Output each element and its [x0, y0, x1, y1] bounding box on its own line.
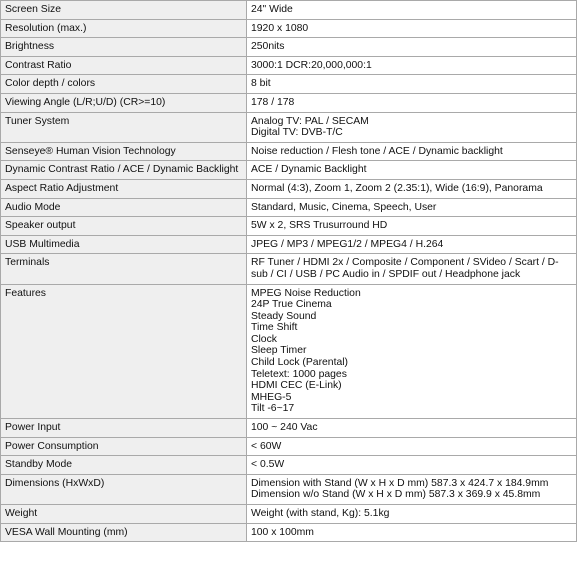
spec-value-line: Teletext: 1000 pages [251, 368, 347, 380]
spec-value-line: Child Lock (Parental) [251, 357, 349, 369]
spec-value-line: 100 ~ 240 Vac [251, 422, 318, 434]
spec-value-line: < 0.5W [251, 459, 285, 471]
spec-label: Standby Mode [1, 456, 247, 475]
spec-row [1, 419, 577, 438]
spec-row [1, 284, 577, 419]
spec-row [1, 179, 577, 198]
spec-value-line: Noise reduction / Flesh tone / ACE / Dynamic backlight [251, 145, 503, 157]
spec-value-line: JPEG / MP3 / MPEG1/2 / MPEG4 / H.264 [251, 238, 444, 250]
spec-label: USB Multimedia [1, 235, 247, 254]
spec-value-line: Dimension w/o Stand (W x H x D mm) 587.3 x 369.9 x 45.8mm [251, 489, 541, 501]
spec-value-line: MPEG Noise Reduction [251, 287, 361, 299]
spec-label: Audio Mode [1, 198, 247, 217]
spec-value [247, 284, 577, 419]
spec-row [1, 56, 577, 75]
spec-row [1, 217, 577, 236]
spec-value [247, 198, 577, 217]
spec-value-line: 178 / 178 [251, 96, 295, 108]
spec-value-line: Standard, Music, Cinema, Speech, User [251, 201, 437, 213]
spec-value-line: Digital TV: DVB-T/C [251, 127, 343, 139]
spec-value [247, 523, 577, 542]
spec-row [1, 523, 577, 542]
specifications-table-body [1, 1, 577, 542]
spec-value-line: Dimension with Stand (W x H x D mm) 587.3 x 424.7 x 184.9mm [251, 477, 549, 489]
spec-label: Dynamic Contrast Ratio / ACE / Dynamic Backlight [1, 161, 247, 180]
spec-value [247, 254, 577, 284]
spec-row [1, 1, 577, 20]
spec-value-line: Steady Sound [251, 310, 317, 322]
spec-value-line: 3000:1 DCR:20,000,000:1 [251, 59, 372, 71]
spec-row [1, 142, 577, 161]
spec-value-line: Weight (with stand, Kg): 5.1kg [251, 508, 390, 519]
spec-value-line: 250nits [251, 41, 285, 53]
spec-row [1, 198, 577, 217]
spec-label: VESA Wall Mounting (mm) [1, 523, 247, 542]
spec-row [1, 19, 577, 38]
spec-value [247, 217, 577, 236]
spec-label: Resolution (max.) [1, 19, 247, 38]
spec-row [1, 254, 577, 284]
spec-value-line: RF Tuner / HDMI 2x / Composite / Component / SVideo / Scart / D-sub / CI / USB / PC Audio in / SPDIF out / Headphone jack [251, 257, 559, 280]
spec-value [247, 1, 577, 20]
spec-label: Aspect Ratio Adjustment [1, 179, 247, 198]
spec-value-line: MHEG-5 [251, 391, 292, 403]
spec-label: Speaker output [1, 217, 247, 236]
spec-label: Contrast Ratio [1, 56, 247, 75]
spec-value [247, 142, 577, 161]
spec-label: Senseye® Human Vision Technology [1, 142, 247, 161]
spec-value [247, 419, 577, 438]
spec-row [1, 112, 577, 142]
spec-value-line: 8 bit [251, 78, 271, 90]
spec-label: Screen Size [1, 1, 247, 20]
spec-label: Weight [1, 505, 247, 524]
spec-label: Viewing Angle (L/R;U/D) (CR>=10) [1, 93, 247, 112]
spec-label: Terminals [1, 254, 247, 284]
spec-row [1, 75, 577, 94]
spec-value [247, 161, 577, 180]
spec-value [247, 19, 577, 38]
spec-value-line: 100 x 100mm [251, 526, 314, 538]
spec-row [1, 505, 577, 524]
spec-value [247, 456, 577, 475]
spec-label: Color depth / colors [1, 75, 247, 94]
spec-value-line: 1920 x 1080 [251, 22, 309, 34]
spec-row [1, 437, 577, 456]
spec-value-line: Sleep Timer [251, 345, 307, 357]
spec-value [247, 474, 577, 504]
spec-value [247, 93, 577, 112]
spec-value-line: Normal (4:3), Zoom 1, Zoom 2 (2.35:1), Wide (16:9), Panorama [251, 182, 543, 194]
spec-value-line: HDMI CEC (E-Link) [251, 380, 342, 392]
spec-row [1, 38, 577, 57]
spec-value-line: Analog TV: PAL / SECAM [251, 115, 369, 127]
spec-value [247, 505, 577, 524]
spec-row [1, 93, 577, 112]
spec-value-line: Tilt -6~17 [251, 403, 295, 415]
spec-value [247, 75, 577, 94]
spec-value [247, 437, 577, 456]
spec-label: Dimensions (HxWxD) [1, 474, 247, 504]
spec-row [1, 456, 577, 475]
spec-value-line: < 60W [251, 440, 282, 452]
spec-label: Brightness [1, 38, 247, 57]
spec-row [1, 161, 577, 180]
spec-row [1, 235, 577, 254]
spec-value [247, 235, 577, 254]
spec-label: Power Input [1, 419, 247, 438]
spec-label: Tuner System [1, 112, 247, 142]
spec-value [247, 112, 577, 142]
spec-value-line: 5W x 2, SRS Trusurround HD [251, 220, 388, 232]
spec-label: Power Consumption [1, 437, 247, 456]
spec-value-line: 24P True Cinema [251, 299, 332, 311]
spec-value-line: ACE / Dynamic Backlight [251, 164, 367, 176]
spec-value [247, 38, 577, 57]
spec-label: Features [1, 284, 247, 419]
spec-value [247, 179, 577, 198]
spec-value-line: 24" Wide [251, 4, 293, 15]
spec-value-line: Clock [251, 333, 277, 345]
spec-value-line: Time Shift [251, 322, 298, 334]
spec-value [247, 56, 577, 75]
spec-row [1, 474, 577, 504]
